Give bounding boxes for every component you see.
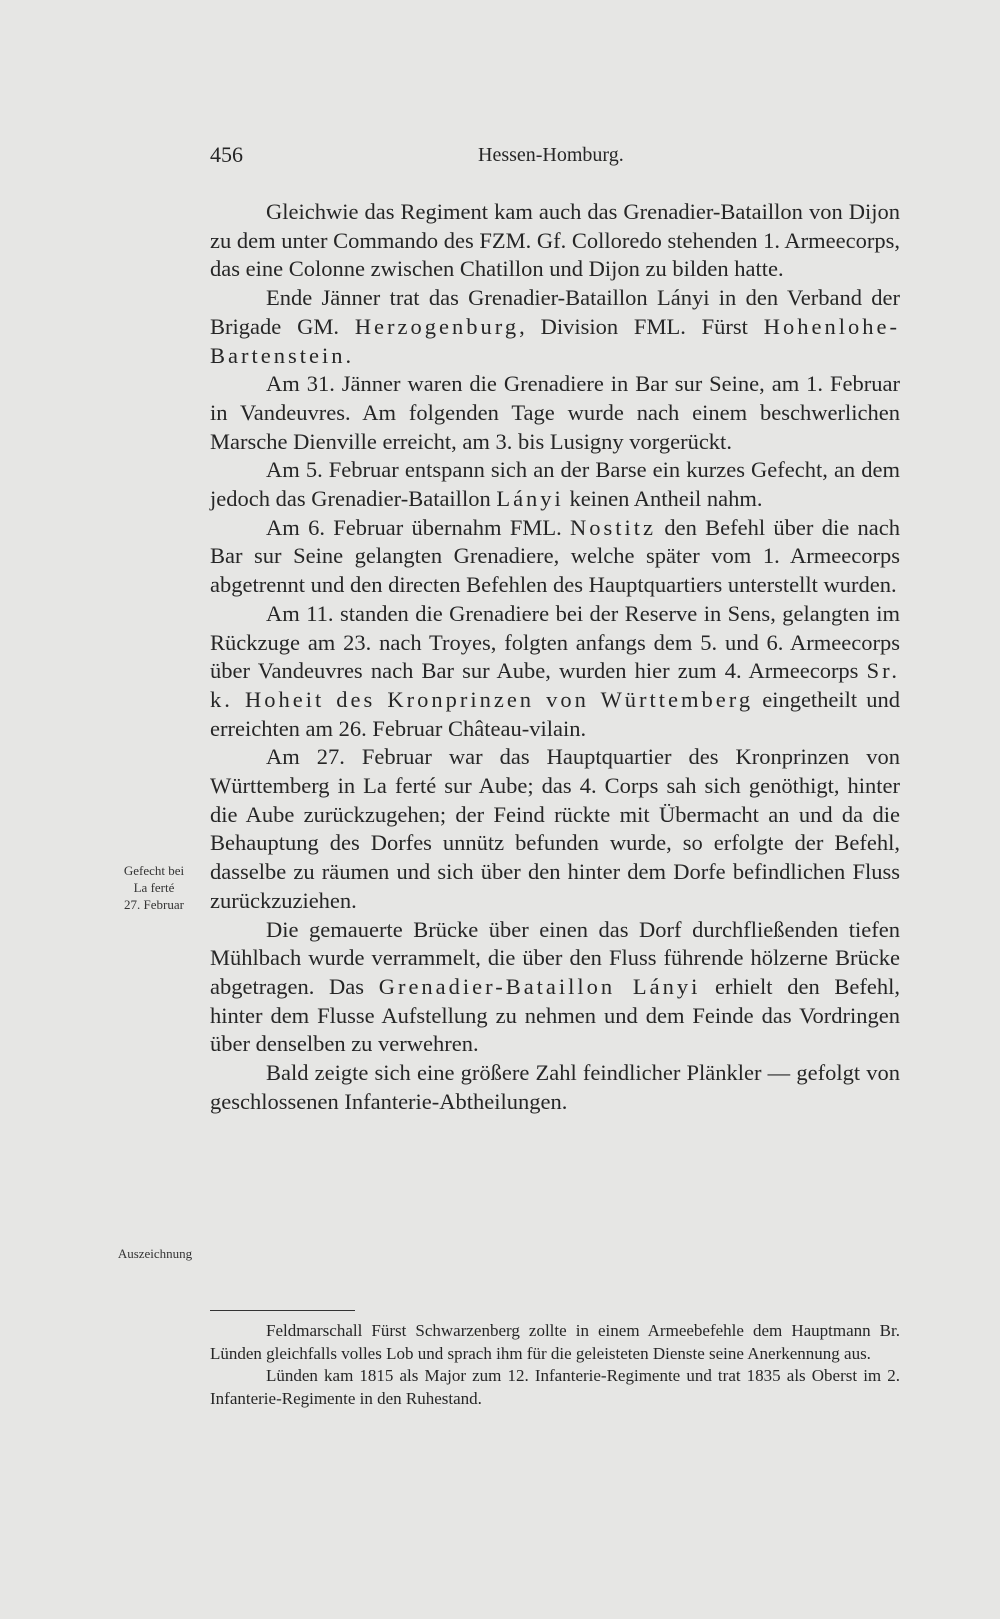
page-number: 456: [210, 142, 243, 167]
footnotes: [210, 1320, 900, 1410]
paragraph: Am 27. Februar war das Hauptquartier des Kronprinzen von Württemberg in La ferté sur Aube; das 4. Corps sah sich genöthigt, hinter die Aube zurückzugehen; der Feind rückte mit Übermacht an und da die Behauptung des Dorfes unnütz befunden wurde, so erfolgte der Befehl, dasselbe zu räumen und sich über den hinter dem Dorfe befindlichen Fluss zurückzuziehen.: [210, 744, 900, 913]
main-text: [210, 198, 900, 1117]
paragraph: Bald zeigte sich eine größere Zahl feindlicher Plänkler — gefolgt von geschlossenen Infanterie-Abtheilungen.: [210, 1060, 900, 1114]
margin-note-distinction: Auszeichnung: [117, 1246, 193, 1261]
paragraph: Am 6. Februar übernahm FML. Nostitz den Befehl über die nach Bar sur Seine gelangten Grenadiere, welche später vom 1. Armeecorps abgetrennt und den directen Befehlen des Hauptquartiers unterstellt wurden.: [210, 514, 901, 598]
paragraph: Am 11. standen die Grenadiere bei der Reserve in Sens, gelangten im Rückzuge am 23. nach Troyes, folgten anfangs dem 5. und 6. Armeecorps über Vandeuvres nach Bar sur Aube, wurden hier zum 4. Armeecorps Sr. k. Hoheit des Kronprinzen von Württemberg eingetheilt und erreichten am 26. Februar Château-vilain.: [210, 600, 901, 741]
footnote: Feldmarschall Fürst Schwarzenberg zollte in einem Armeebefehle dem Hauptmann Br. Lünden gleichfalls volles Lob und sprach ihm für die geleisteten Dienste seine Anerkennung aus.: [210, 1321, 900, 1363]
page-header: [210, 142, 900, 176]
footnote-divider: [210, 1310, 355, 1311]
footnote: Lünden kam 1815 als Major zum 12. Infanterie-Regimente und trat 1835 als Oberst im 2. Infanterie-Regimente in den Ruhestand.: [210, 1366, 900, 1408]
running-head: Hessen-Homburg.: [478, 144, 624, 166]
paragraph: Am 31. Jänner waren die Grenadiere in Bar sur Seine, am 1. Februar in Vandeuvres. Am folgenden Tage wurde nach einem beschwerlichen Marsche Dienville erreicht, am 3. bis Lusigny vorgerückt.: [210, 371, 900, 454]
paragraph: Am 5. Februar entspann sich an der Barse ein kurzes Gefecht, an dem jedoch das Grenadier-Bataillon Lányi keinen Antheil nahm.: [210, 457, 900, 512]
margin-note-battle: Gefecht bei La ferté 27. Februar: [123, 863, 185, 912]
paragraph: Ende Jänner trat das Grenadier-Bataillon Lányi in den Verband der Brigade GM. Herzogenburg, Division FML. Fürst Hohenlohe-Bartenstein.: [210, 285, 900, 368]
paragraph: Gleichwie das Regiment kam auch das Grenadier-Bataillon von Dijon zu dem unter Commando des FZM. Gf. Colloredo stehenden 1. Armeecorps, das eine Colonne zwischen Chatillon und Dijon zu bilden hatte.: [210, 199, 900, 282]
paragraph: Die gemauerte Brücke über einen das Dorf durchfließenden tiefen Mühlbach wurde verrammelt, die über den Fluss führende hölzerne Brücke abgetragen. Das Grenadier-Bataillon Lányi erhielt den Befehl, hinter dem Flusse Aufstellung zu nehmen und dem Feinde das Vordringen über denselben zu verwehren.: [210, 916, 900, 1057]
